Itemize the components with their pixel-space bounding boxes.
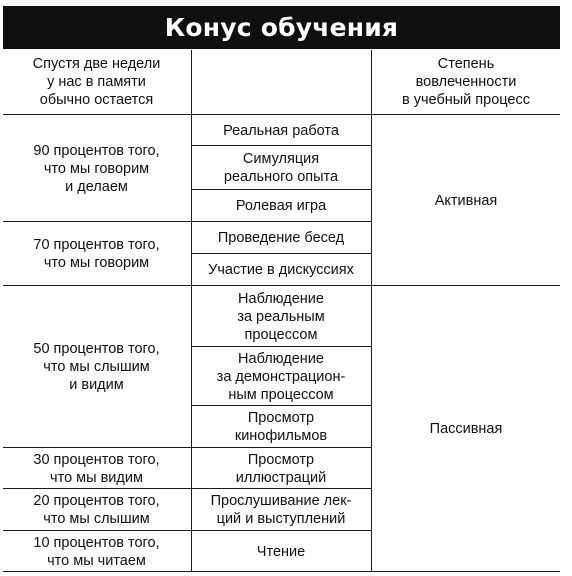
activity-divider [191, 346, 371, 347]
involvement-active: Активная [434, 193, 498, 209]
activity-observe-demo: Наблюдение за демонстрацион- ным процессом [216, 350, 346, 403]
activity-reading: Чтение [256, 543, 306, 560]
page-title: Конус обучения [3, 6, 560, 49]
activity-role-play: Ролевая игра [235, 198, 327, 214]
retention-30: 30 процентов того, что мы видим [33, 451, 160, 486]
table-bottom-line [3, 571, 560, 572]
retention-50: 50 процентов того, что мы слышим и видим [33, 341, 160, 393]
group-divider-2 [3, 285, 560, 286]
activity-simulation: Симуляция реального опыта [223, 151, 339, 185]
activity-discussions: Участие в дискуссиях [208, 262, 354, 278]
activity-observe-real: Наблюдение за реальным процессом [237, 290, 325, 343]
activity-real-work: Реальная работа [223, 123, 339, 139]
retention-90: 90 процентов того, что мы говорим и делаем [33, 143, 160, 195]
activity-divider [191, 405, 371, 406]
group-divider-5 [3, 530, 371, 531]
activity-conversations: Проведение бесед [217, 230, 345, 246]
group-divider-3 [3, 447, 371, 448]
activity-illustrations: Просмотр иллюстраций [235, 451, 327, 486]
group-divider-1 [3, 221, 371, 222]
header-divider [3, 114, 560, 115]
retention-10: 10 процентов того, что мы читаем [33, 534, 160, 569]
divider-right [371, 50, 372, 572]
header-involvement: Степень вовлеченности в учебный процесс [402, 56, 530, 108]
activity-divider [191, 253, 371, 254]
activity-divider [191, 145, 371, 146]
group-divider-4 [3, 488, 371, 489]
retention-20: 20 процентов того, что мы слышим [33, 493, 160, 527]
divider-left [191, 50, 192, 572]
activity-divider [191, 189, 371, 190]
activity-lectures: Прослушивание лек- ций и выступлений [210, 493, 352, 527]
activity-films: Просмотр кинофильмов [234, 410, 328, 444]
involvement-passive: Пассивная [429, 421, 503, 437]
header-retention: Спустя две недели у нас в памяти обычно остается [32, 56, 161, 108]
retention-70: 70 процентов того, что мы говорим [33, 237, 160, 271]
header-activity [192, 52, 370, 112]
